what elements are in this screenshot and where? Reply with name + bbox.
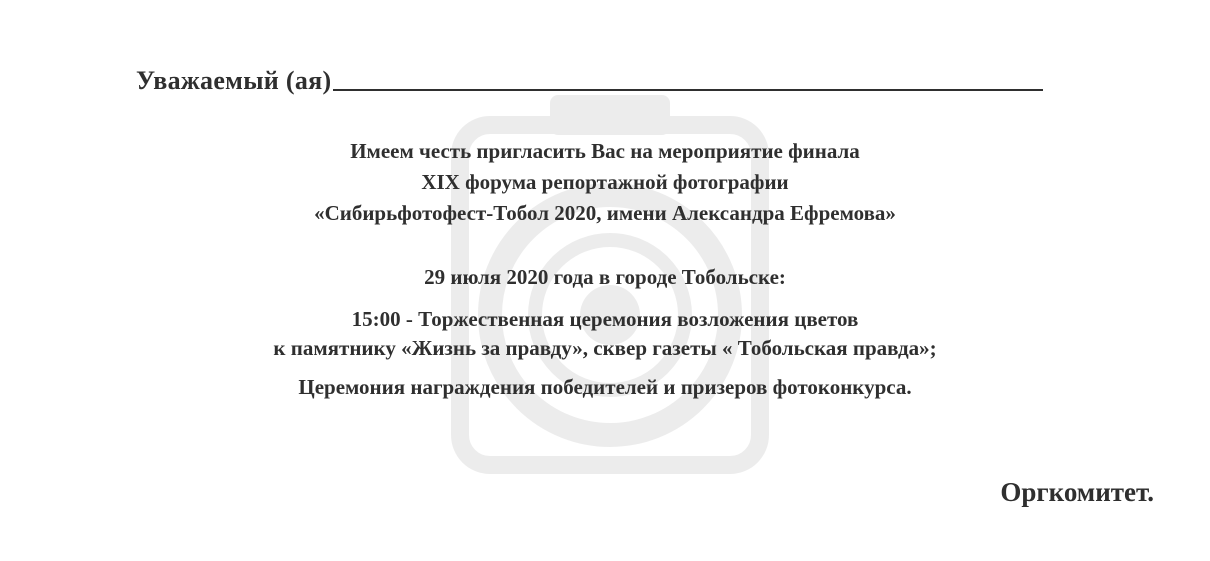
event-item-wreath-laying	[0, 305, 1210, 363]
event-item-award-ceremony	[0, 372, 1210, 403]
recipient-name-blank	[333, 89, 1043, 91]
event-line: 15:00 - Торжественная церемония возложения цветов	[351, 307, 859, 331]
signature: Оргкомитет.	[1000, 477, 1154, 507]
greeting-salutation: Уважаемый (ая)	[136, 66, 332, 95]
invitation-line: Имеем честь пригласить Вас на мероприятие финала	[350, 139, 860, 163]
event-line: к памятнику «Жизнь за правду», сквер газеты « Тобольская правда»;	[273, 336, 937, 360]
date-line: 29 июля 2020 года в городе Тобольске:	[424, 265, 786, 289]
invitation-line: «Сибирьфотофест-Тобол 2020, имени Александра Ефремова»	[314, 201, 896, 225]
invitation-line: XIX форума репортажной фотографии	[421, 170, 789, 194]
invitation-text	[0, 136, 1210, 229]
event-line: Церемония награждения победителей и призеров фотоконкурса.	[298, 375, 912, 399]
event-date	[0, 262, 1210, 293]
greeting	[136, 66, 1043, 96]
